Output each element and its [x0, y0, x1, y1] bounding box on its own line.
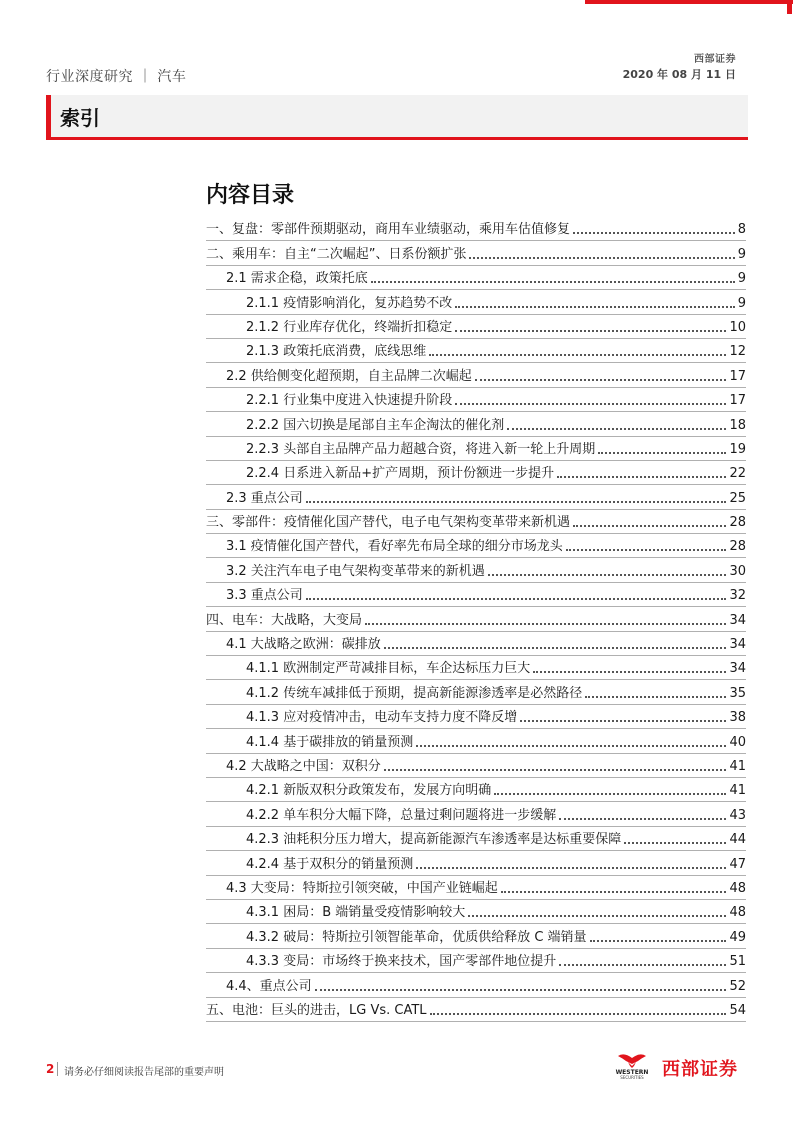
- toc-entry-label: 2.2 供给侧变化超预期，自主品牌二次崛起: [226, 368, 472, 384]
- toc-entry-page: 41: [729, 783, 746, 799]
- toc-entry-page: 48: [729, 880, 746, 896]
- toc-entry-page: 17: [729, 393, 746, 409]
- toc-entry-page: 9: [737, 246, 746, 262]
- toc-leader-dots: [488, 574, 727, 576]
- toc-entry[interactable]: [206, 998, 746, 1022]
- toc-leader-dots: [416, 745, 726, 747]
- toc-leader-dots: [590, 940, 727, 942]
- toc-entry-page: 19: [729, 441, 746, 457]
- toc-entry-page: 18: [729, 417, 746, 433]
- toc-entry[interactable]: [206, 437, 746, 461]
- toc-entry[interactable]: [206, 656, 746, 680]
- toc-entry-page: 30: [729, 563, 746, 579]
- toc-entry[interactable]: [206, 241, 746, 265]
- toc-entry-page: 35: [729, 685, 746, 701]
- toc-entry-label: 4.1.2 传统车减排低于预期，提高新能源渗透率是必然路径: [246, 685, 583, 701]
- toc-leader-dots: [494, 793, 726, 795]
- toc-leader-dots: [598, 452, 726, 454]
- toc-leader-dots: [429, 354, 726, 356]
- toc-leader-dots: [585, 696, 726, 698]
- toc-entry-page: 34: [729, 661, 746, 677]
- toc-entry[interactable]: [206, 217, 746, 241]
- toc-entry[interactable]: [206, 924, 746, 948]
- toc-leader-dots: [573, 232, 735, 234]
- toc-leader-dots: [430, 1013, 727, 1015]
- top-accent-rule: [585, 0, 793, 4]
- toc-entry-label: 4.3 大变局：特斯拉引领突破，中国产业链崛起: [226, 880, 498, 896]
- toc-entry-page: 47: [729, 856, 746, 872]
- toc-leader-dots: [559, 818, 726, 820]
- toc-leader-dots: [455, 306, 735, 308]
- toc-leader-dots: [365, 623, 726, 625]
- toc-entry-label: 2.2.3 头部自主品牌产品力超越合资，将进入新一轮上升周期: [246, 441, 596, 457]
- toc-entry[interactable]: [206, 534, 746, 558]
- toc-entry-page: 44: [729, 832, 746, 848]
- toc-leader-dots: [306, 501, 727, 503]
- toc-entry-label: 2.1.2 行业库存优化，终端折扣稳定: [246, 319, 453, 335]
- toc-entry[interactable]: [206, 680, 746, 704]
- toc-entry[interactable]: [206, 851, 746, 875]
- toc-entry-label: 4.1 大战略之欧洲：碳排放: [226, 637, 381, 653]
- toc-entry-label: 4.3.3 变局：市场终于换来技术，国产零部件地位提升: [246, 954, 557, 970]
- logo-sub-line1: WESTERN: [615, 1069, 649, 1076]
- toc-entry-label: 2.3 重点公司: [226, 490, 303, 506]
- toc-entry-page: 40: [729, 734, 746, 750]
- toc-leader-dots: [533, 671, 726, 673]
- toc-entry-page: 25: [729, 490, 746, 506]
- toc-entry[interactable]: [206, 876, 746, 900]
- toc-entry-page: 9: [737, 271, 746, 287]
- toc-entry-page: 52: [729, 978, 746, 994]
- toc-entry-page: 9: [737, 295, 746, 311]
- toc-entry-label: 4.2.3 油耗积分压力增大，提高新能源汽车渗透率是达标重要保障: [246, 832, 622, 848]
- toc-leader-dots: [624, 842, 726, 844]
- toc-entry[interactable]: [206, 729, 746, 753]
- toc-entry-label: 4.4、重点公司: [226, 978, 312, 994]
- toc-entry-page: 43: [729, 807, 746, 823]
- toc-entry-page: 54: [729, 1002, 746, 1018]
- logo-sub-line2: SECURITIES: [620, 1075, 644, 1080]
- toc-entry[interactable]: [206, 705, 746, 729]
- toc-entry-label: 一、复盘：零部件预期驱动，商用车业绩驱动，乘用车估值修复: [206, 222, 571, 238]
- toc-entry[interactable]: [206, 632, 746, 656]
- toc-entry[interactable]: [206, 754, 746, 778]
- toc-leader-dots: [315, 989, 727, 991]
- toc-entry-page: 41: [729, 758, 746, 774]
- toc-entry[interactable]: [206, 266, 746, 290]
- toc-entry[interactable]: [206, 973, 746, 997]
- toc-entry-page: 28: [729, 539, 746, 555]
- section-band-accent: [46, 95, 51, 140]
- footer-disclaimer: 请务必仔细阅读报告尾部的重要声明: [64, 1067, 224, 1078]
- toc-entry-label: 4.2.1 新版双积分政策发布，发展方向明确: [246, 783, 492, 799]
- toc-entry[interactable]: [206, 510, 746, 534]
- toc-leader-dots: [469, 257, 734, 259]
- toc-entry-label: 2.2.4 日系进入新品+扩产周期，预计份额进一步提升: [246, 466, 555, 482]
- toc-entry-label: 4.1.3 应对疫情冲击，电动车支持力度不降反增: [246, 710, 518, 726]
- toc-entry[interactable]: [206, 363, 746, 387]
- toc-entry-label: 3.3 重点公司: [226, 588, 303, 604]
- toc-entry[interactable]: [206, 290, 746, 314]
- toc-leader-dots: [501, 891, 727, 893]
- toc-leader-dots: [475, 379, 727, 381]
- toc-entry-page: 12: [729, 344, 746, 360]
- toc-leader-dots: [468, 915, 726, 917]
- toc-entry-page: 8: [737, 222, 746, 238]
- toc-entry[interactable]: [206, 339, 746, 363]
- footer-logo-text: 西部证券: [662, 1059, 738, 1080]
- toc-leader-dots: [573, 525, 726, 527]
- toc-entry[interactable]: [206, 485, 746, 509]
- toc-entry-label: 4.2.4 基于双积分的销量预测: [246, 856, 414, 872]
- toc-heading: 内容目录: [206, 183, 295, 208]
- toc-leader-dots: [371, 281, 735, 283]
- toc-entry[interactable]: [206, 778, 746, 802]
- toc-entry-page: 22: [729, 466, 746, 482]
- toc-entry[interactable]: [206, 388, 746, 412]
- toc-entry[interactable]: [206, 558, 746, 582]
- toc-leader-dots: [455, 403, 726, 405]
- toc-entry-label: 4.3.1 困局：B 端销量受疫情影响较大: [246, 905, 466, 921]
- toc-entry-label: 4.2.2 单车积分大幅下降，总量过剩问题将进一步缓解: [246, 807, 557, 823]
- toc-entry[interactable]: [206, 827, 746, 851]
- toc-entry-label: 4.2 大战略之中国：双积分: [226, 758, 381, 774]
- toc-entry[interactable]: [206, 412, 746, 436]
- section-title: 索引: [60, 106, 100, 130]
- toc-leader-dots: [455, 330, 726, 332]
- toc-entry-label: 4.1.1 欧洲制定严苛减排目标，车企达标压力巨大: [246, 661, 531, 677]
- toc-entry-label: 3.1 疫情催化国产替代，看好率先布局全球的细分市场龙头: [226, 539, 563, 555]
- toc-entry-page: 48: [729, 905, 746, 921]
- toc-entry[interactable]: [206, 949, 746, 973]
- toc-leader-dots: [384, 769, 727, 771]
- footer-separator: [57, 1062, 58, 1076]
- toc-leader-dots: [520, 720, 726, 722]
- top-accent-corner: [787, 0, 792, 14]
- toc-entry-label: 2.1.1 疫情影响消化，复苏趋势不改: [246, 295, 453, 311]
- toc-leader-dots: [566, 549, 727, 551]
- toc-entry[interactable]: [206, 802, 746, 826]
- toc-entry-page: 51: [729, 954, 746, 970]
- toc-entry-page: 17: [729, 368, 746, 384]
- toc-entry-page: 28: [729, 515, 746, 531]
- toc-leader-dots: [557, 476, 726, 478]
- toc-entry[interactable]: [206, 583, 746, 607]
- western-securities-logo-icon: [604, 1052, 660, 1080]
- toc-entry-label: 3.2 关注汽车电子电气架构变革带来的新机遇: [226, 563, 485, 579]
- report-date: 2020 年 08 月 11 日: [622, 68, 736, 81]
- toc-entry-label: 4.1.4 基于碳排放的销量预测: [246, 734, 414, 750]
- toc-entry-page: 38: [729, 710, 746, 726]
- toc-leader-dots: [416, 867, 726, 869]
- toc-entry[interactable]: [206, 900, 746, 924]
- page-number: 2: [46, 1062, 55, 1076]
- toc-entry-label: 2.1 需求企稳，政策托底: [226, 271, 368, 287]
- toc-entry-page: 34: [729, 612, 746, 628]
- toc-entry-page: 10: [729, 319, 746, 335]
- table-of-contents: [206, 217, 746, 1022]
- toc-entry-label: 2.2.1 行业集中度进入快速提升阶段: [246, 393, 453, 409]
- toc-entry-label: 2.1.3 政策托底消费，底线思维: [246, 344, 427, 360]
- toc-entry-label: 五、电池：巨头的进击，LG Vs. CATL: [206, 1002, 427, 1018]
- toc-entry-label: 四、电车：大战略，大变局: [206, 612, 363, 628]
- toc-entry[interactable]: [206, 461, 746, 485]
- toc-leader-dots: [384, 647, 727, 649]
- report-type: 行业深度研究 ｜ 汽车: [46, 69, 187, 85]
- toc-entry-label: 三、零部件：疫情催化国产替代，电子电气架构变革带来新机遇: [206, 515, 571, 531]
- toc-leader-dots: [559, 964, 726, 966]
- toc-entry-page: 49: [729, 929, 746, 945]
- toc-entry-label: 4.3.2 破局：特斯拉引领智能革命，优质供给释放 C 端销量: [246, 929, 587, 945]
- toc-entry[interactable]: [206, 607, 746, 631]
- toc-entry[interactable]: [206, 315, 746, 339]
- toc-entry-label: 二、乘用车：自主“二次崛起”、日系份额扩张: [206, 246, 467, 262]
- toc-entry-page: 32: [729, 588, 746, 604]
- toc-entry-page: 34: [729, 637, 746, 653]
- section-band: [46, 95, 748, 140]
- toc-entry-label: 2.2.2 国六切换是尾部自主车企淘汰的催化剂: [246, 417, 505, 433]
- toc-leader-dots: [507, 428, 726, 430]
- header-brand: 西部证券: [694, 54, 736, 65]
- toc-leader-dots: [306, 598, 727, 600]
